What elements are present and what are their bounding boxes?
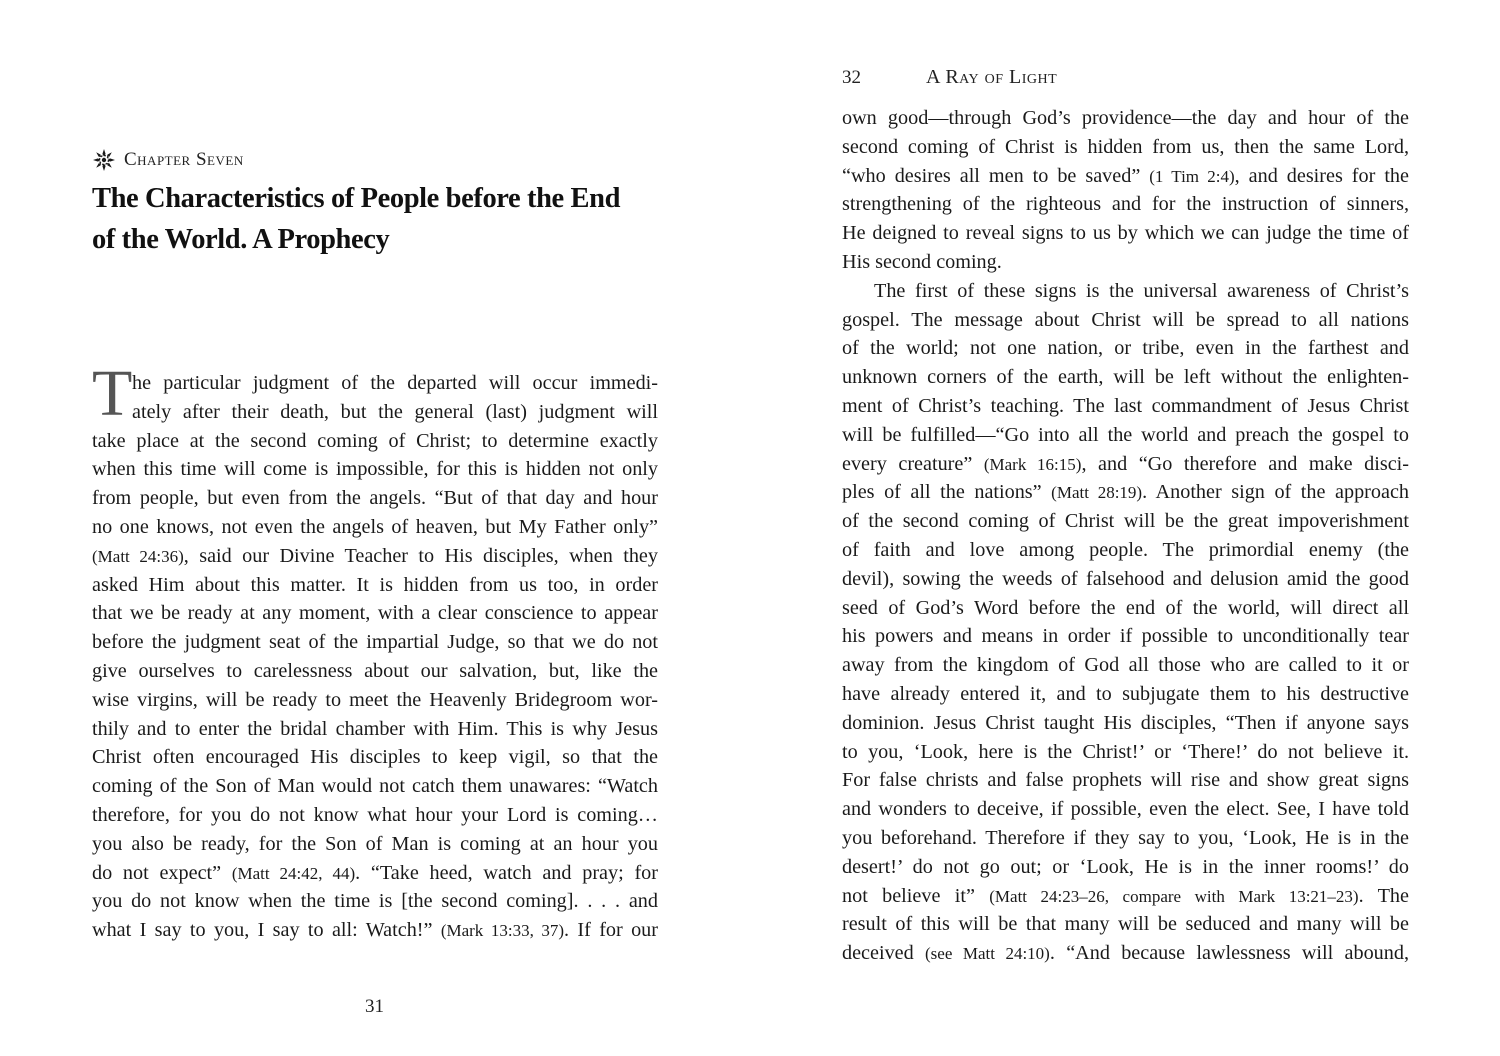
text-line: will be fulfilled—“Go into all the world and preach the gospel to bbox=[842, 423, 1409, 446]
text-line: no one knows, not even the angels of heaven, but My Father only” bbox=[92, 515, 658, 538]
text-line: desert!’ do not go out; or ‘Look, He is in the inner rooms!’ do bbox=[842, 855, 1409, 878]
text-line: Christ often encouraged His disciples to keep vigil, so that the bbox=[92, 746, 658, 769]
page-number: 32 bbox=[842, 67, 861, 88]
text-line: dominion. Jesus Christ taught His disciples, “Then if anyone says bbox=[842, 711, 1409, 734]
text-line: not believe it” (Matt 24:23–26, compare with Mark 13:21–23). The bbox=[842, 884, 1409, 907]
scripture-reference: (Matt 24:42, 44) bbox=[231, 863, 356, 883]
chapter-label bbox=[92, 148, 244, 172]
text-line: ment of Christ’s teaching. The last commandment of Jesus Christ bbox=[842, 394, 1409, 417]
text-line: ples of all the nations” (Matt 28:19). Another sign of the approach bbox=[842, 481, 1409, 504]
text-line: He deigned to reveal signs to us by which we can judge the time of bbox=[842, 222, 1409, 245]
text-line: of the second coming of Christ will be the great impoverishment bbox=[842, 510, 1409, 533]
text-line: you do not know when the time is [the second coming]. . . . and bbox=[92, 890, 658, 913]
text-line: you beforehand. Therefore if they say to you, ‘Look, He is in the bbox=[842, 826, 1409, 849]
text-line: wise virgins, will be ready to meet the Heavenly Bridegroom wor- bbox=[92, 688, 658, 711]
text-line: deceived (see Matt 24:10). “And because lawlessness will abound, bbox=[842, 942, 1410, 965]
text-line: do not expect” (Matt 24:42, 44). “Take heed, watch and pray; for bbox=[92, 861, 658, 884]
text-line: every creature” (Mark 16:15), and “Go therefore and make disci- bbox=[842, 452, 1410, 475]
text-line: thily and to enter the bridal chamber with Him. This is why Jesus bbox=[92, 717, 658, 740]
page-number: 31 bbox=[365, 996, 384, 1017]
text-line: that we be ready at any moment, with a clear conscience to appear bbox=[92, 602, 658, 625]
text-line: strengthening of the righteous and for the instruction of sinners, bbox=[842, 193, 1409, 216]
drop-cap: T bbox=[92, 357, 133, 430]
text-line: seed of God’s Word before the end of the world, will direct all bbox=[842, 596, 1409, 619]
text-line: what I say to you, I say to all: Watch!” (Mark 13:33, 37). If for our bbox=[92, 919, 658, 942]
text-line: before the judgment seat of the impartial Judge, so that we do not bbox=[92, 631, 658, 654]
text-line: unknown corners of the earth, will be left without the enlighten- bbox=[842, 366, 1409, 389]
text-line: asked Him about this matter. It is hidden from us too, in order bbox=[92, 573, 658, 596]
text-line: For false christs and false prophets will rise and show great signs bbox=[842, 769, 1409, 792]
text-line: The first of these signs is the universal awareness of Christ’s bbox=[874, 279, 1409, 302]
text-line: you also be ready, for the Son of Man is coming at an hour you bbox=[92, 832, 658, 855]
scripture-reference: (Mark 16:15) bbox=[983, 454, 1082, 474]
running-head bbox=[842, 66, 1057, 89]
scripture-reference: (Matt 28:19) bbox=[1051, 483, 1143, 503]
body-text bbox=[92, 369, 658, 945]
scripture-reference: (Matt 24:23–26, compare with Mark 13:21–23) bbox=[989, 886, 1359, 906]
scripture-reference: (1 Tim 2:4) bbox=[1149, 166, 1235, 186]
text-line: his powers and means in order if possible to unconditionally tear bbox=[842, 625, 1409, 648]
text-line: “who desires all men to be saved” (1 Tim 2:4), and desires for the bbox=[842, 164, 1409, 187]
text-line: have already entered it, and to subjugate them to his destructive bbox=[842, 682, 1409, 705]
text-line: to you, ‘Look, here is the Christ!’ or ‘There!’ do not believe it. bbox=[842, 740, 1409, 763]
text-line: devil), sowing the weeds of falsehood and delusion amid the good bbox=[842, 567, 1409, 590]
text-line: result of this will be that many will be seduced and many will be bbox=[842, 913, 1409, 936]
text-line: and wonders to deceive, if possible, even the elect. See, I have told bbox=[842, 798, 1409, 821]
chapter-title bbox=[92, 178, 652, 260]
scripture-reference: (Mark 13:33, 37) bbox=[440, 921, 565, 941]
text-line: therefore, for you do not know what hour your Lord is coming… bbox=[92, 803, 658, 826]
text-line: give ourselves to carelessness about our salvation, but, like the bbox=[92, 659, 658, 682]
text-line: own good—through God’s providence—the day and hour of the bbox=[842, 107, 1409, 129]
scripture-reference: (Matt 24:36) bbox=[92, 546, 184, 566]
text-line: of faith and love among people. The primordial enemy (the bbox=[842, 538, 1409, 561]
text-line: gospel. The message about Christ will be spread to all nations bbox=[842, 308, 1409, 331]
text-line: second coming of Christ is hidden from us, then the same Lord, bbox=[842, 135, 1409, 158]
text-line: away from the kingdom of God all those who are called to it or bbox=[842, 654, 1409, 677]
text-line: (Matt 24:36), said our Divine Teacher to His disciples, when they bbox=[92, 544, 658, 567]
body-text bbox=[842, 104, 1409, 968]
chapter-title-line: of the World. A Prophecy bbox=[92, 224, 390, 255]
book-title: A Ray of Light bbox=[926, 66, 1058, 88]
text-line: ately after their death, but the general (last) judgment will bbox=[132, 400, 658, 423]
text-line: coming of the Son of Man would not catch them unawares: “Watch bbox=[92, 775, 658, 798]
text-line: take place at the second coming of Christ; to determine exactly bbox=[92, 429, 658, 452]
text-line: when this time will come is impossible, for this is hidden not only bbox=[92, 458, 658, 481]
text-line: from people, but even from the angels. “But of that day and hour bbox=[92, 487, 658, 510]
chapter-title-line: The Characteristics of People before the End bbox=[92, 183, 621, 214]
flower-ornament-icon bbox=[92, 148, 116, 172]
text-line: His second coming. bbox=[842, 250, 1002, 273]
text-line: of the world; not one nation, or tribe, even in the farthest and bbox=[842, 337, 1409, 360]
scripture-reference: (see Matt 24:10) bbox=[925, 944, 1050, 964]
right-page bbox=[750, 0, 1500, 1056]
chapter-label-text: Chapter Seven bbox=[124, 149, 244, 170]
text-line: he particular judgment of the departed will occur immedi- bbox=[132, 372, 658, 394]
